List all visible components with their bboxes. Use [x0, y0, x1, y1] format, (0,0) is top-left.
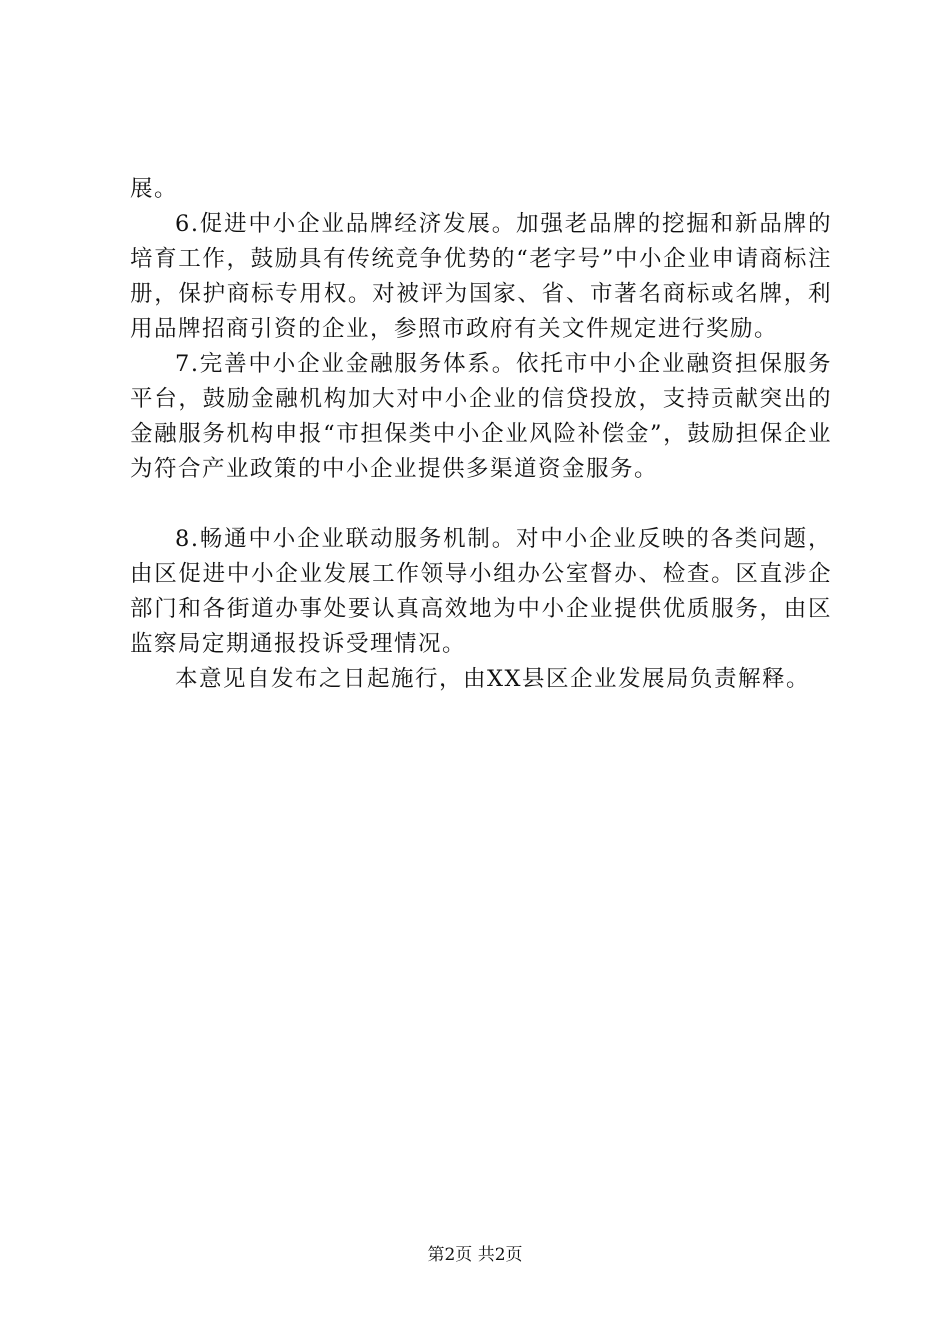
paragraph-closing: 本意见自发布之日起施行，由XX县区企业发展局负责解释。 [175, 666, 811, 692]
paragraph-item-7: 7.完善中小企业金融服务体系。依托市中小企业融资担保服务平台，鼓励金融机构加大对中小企业的信贷投放，支持贡献突出的金融服务机构申报“市担保类中小企业风险补偿金”，鼓励担保企业为符合产业政策的中小企业提供多渠道资金服务。 [130, 351, 832, 482]
paragraph-item-8: 8.畅通中小企业联动服务机制。对中小企业反映的各类问题，由区促进中小企业发展工作领导小组办公室督办、检查。区直涉企部门和各街道办事处要认真高效地为中小企业提供优质服务，由区监察局定期通报投诉受理情况。 [130, 526, 832, 657]
paragraph-continuation: 展。 [130, 176, 179, 202]
document-body [130, 172, 832, 697]
page-number-footer: 第2页 共2页 [427, 1245, 523, 1265]
paragraph-item-6: 6.促进中小企业品牌经济发展。加强老品牌的挖掘和新品牌的培育工作，鼓励具有传统竞争优势的“老字号”中小企业申请商标注册，保护商标专用权。对被评为国家、省、市著名商标或名牌，利用品牌招商引资的企业，参照市政府有关文件规定进行奖励。 [130, 211, 832, 342]
